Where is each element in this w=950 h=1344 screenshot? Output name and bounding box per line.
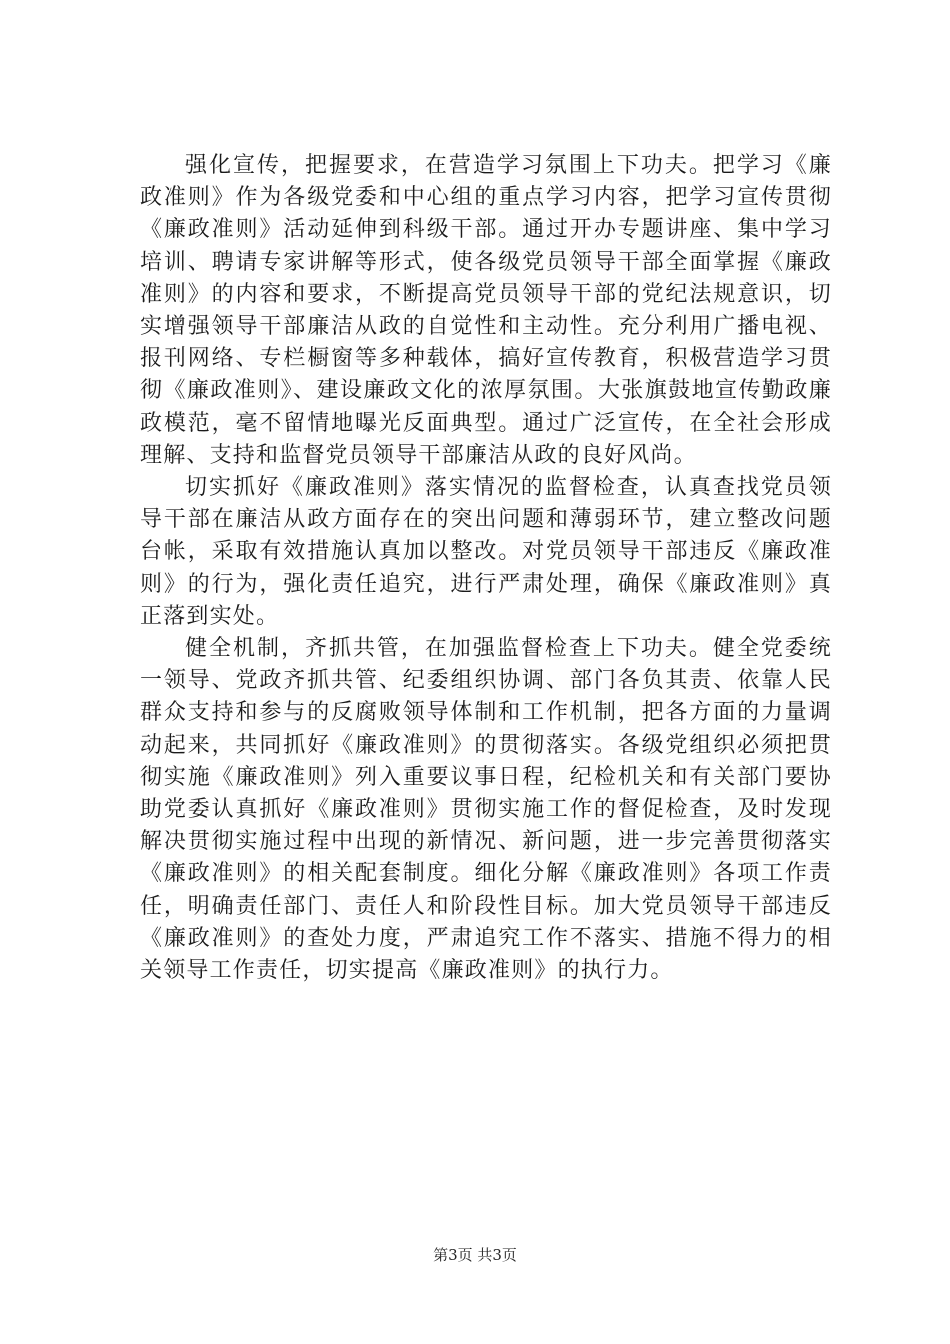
paragraph-supervision: 切实抓好《廉政准则》落实情况的监督检查，认真查找党员领导干部在廉洁从政方面存在的突出问题和薄弱环节，建立整改问题台帐，采取有效措施认真加以整改。对党员领导干部违反《廉政准则》的行为，强化责任追究，进行严肃处理，确保《廉政准则》真正落到实处。 bbox=[140, 475, 832, 629]
paragraph-mechanism: 健全机制，齐抓共管，在加强监督检查上下功夫。健全党委统一领导、党政齐抓共管、纪委组织协调、部门各负其责、依靠人民群众支持和参与的反腐败领导体制和工作机制，把各方面的力量调动起来，共同抓好《廉政准则》的贯彻落实。各级党组织必须把贯彻实施《廉政准则》列入重要议事日程，纪检机关和有关部门要协助党委认真抓好《廉政准则》贯彻实施工作的督促检查，及时发现解决贯彻实施过程中出现的新情况、新问题，进一步完善贯彻落实《廉政准则》的相关配套制度。细化分解《廉政准则》各项工作责任，明确责任部门、责任人和阶段性目标。加大党员领导干部违反《廉政准则》的查处力度，严肃追究工作不落实、措施不得力的相关领导工作责任，切实提高《廉政准则》的执行力。 bbox=[140, 636, 832, 984]
paragraph-publicity: 强化宣传，把握要求，在营造学习氛围上下功夫。把学习《廉政准则》作为各级党委和中心组的重点学习内容，把学习宣传贯彻《廉政准则》活动延伸到科级干部。通过开办专题讲座、集中学习培训、聘请专家讲解等形式，使各级党员领导干部全面掌握《廉政准则》的内容和要求，不断提高党员领导干部的党纪法规意识，切实增强领导干部廉洁从政的自觉性和主动性。充分利用广播电视、报刊网络、专栏橱窗等多种载体，搞好宣传教育，积极营造学习贯彻《廉政准则》、建设廉政文化的浓厚氛围。大张旗鼓地宣传勤政廉政模范，毫不留情地曝光反面典型。通过广泛宣传，在全社会形成理解、支持和监督党员领导干部廉洁从政的良好风尚。 bbox=[140, 153, 832, 468]
page-number-footer: 第3页 共3页 bbox=[433, 1246, 517, 1264]
document-body bbox=[140, 150, 832, 987]
